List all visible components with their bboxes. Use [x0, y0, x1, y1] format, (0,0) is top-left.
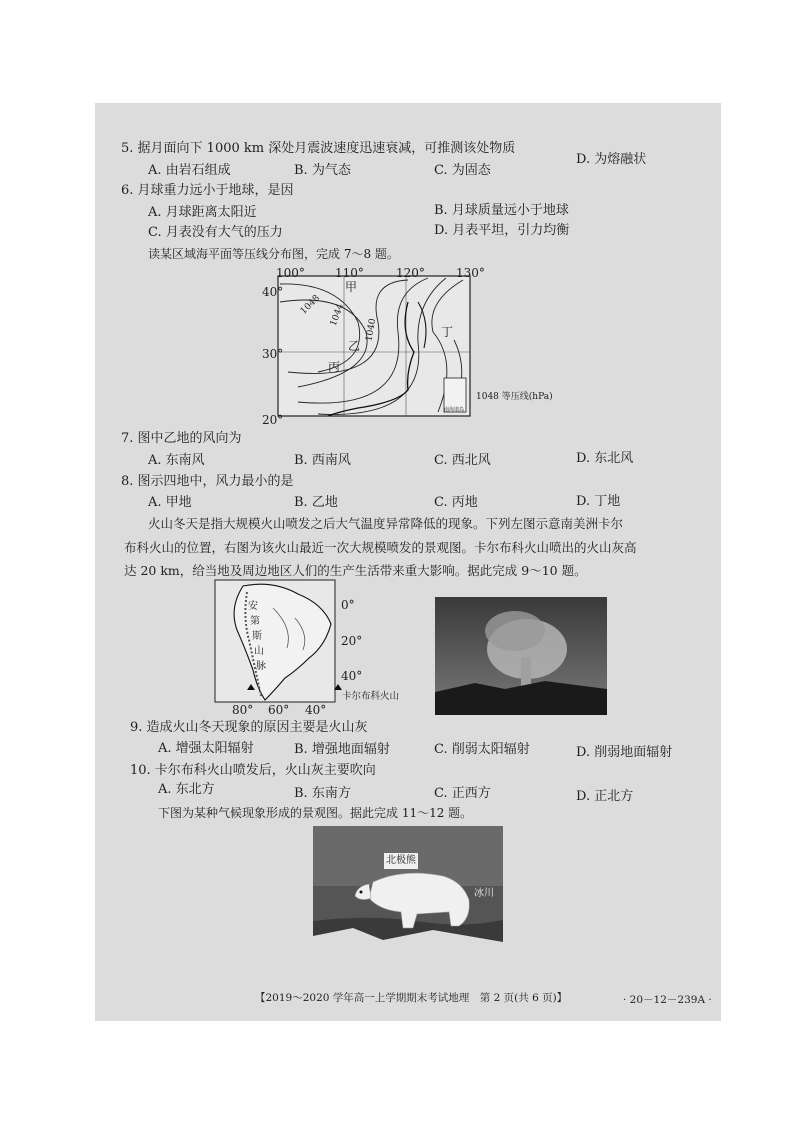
sa-lon-40: 40°	[305, 703, 327, 717]
lat-label-20: 20°	[262, 413, 284, 427]
q6-option-a: A. 月球距离太阳近	[148, 205, 257, 220]
q6-option-b: B. 月球质量远小于地球	[434, 203, 569, 218]
q9-stem: 9. 造成火山冬天现象的原因主要是火山灰	[130, 720, 368, 735]
sa-lat-0: 0°	[341, 598, 355, 612]
q9-option-d: D. 削弱地面辐射	[576, 745, 673, 760]
q9-option-b: B. 增强地面辐射	[294, 742, 390, 757]
lat-label-30: 30°	[262, 347, 284, 361]
lon-label-130: 130°	[456, 266, 485, 280]
lon-label-120: 120°	[396, 266, 425, 280]
isobar-label-1048: 1048	[298, 293, 323, 317]
sa-lat-40: 40°	[341, 669, 363, 683]
q7-option-a: A. 东南风	[148, 453, 205, 468]
range-char-5: 脉	[256, 661, 266, 672]
intro-9-10-line3: 达 20 km，给当地及周边地区人们的生产生活带来重大影响。据此完成 9～10 题。	[124, 563, 587, 578]
label-polar-bear: 北极熊	[384, 853, 418, 869]
q8-option-c: C. 丙地	[434, 495, 478, 510]
q10-option-c: C. 正西方	[434, 786, 491, 801]
q8-stem: 8. 图示四地中，风力最小的是	[121, 474, 294, 489]
lat-label-40: 40°	[262, 285, 284, 299]
q10-stem: 10. 卡尔布科火山喷发后，火山灰主要吹向	[130, 763, 376, 778]
footer-title: 【2019～2020 学年高一上学期期末考试地理 第 2 页(共 6 页)】	[255, 992, 568, 1004]
q5-option-a: A. 由岩石组成	[148, 163, 231, 178]
intro-11-12: 下图为某种气候现象形成的景观图。据此完成 11～12 题。	[158, 806, 473, 820]
q9-option-a: A. 增强太阳辐射	[158, 741, 254, 756]
range-char-1: 安	[248, 601, 258, 612]
range-char-3: 斯	[252, 631, 262, 642]
lon-label-110: 110°	[335, 266, 364, 280]
q6-option-d: D. 月表平坦，引力均衡	[434, 223, 570, 238]
q10-option-d: D. 正北方	[576, 789, 634, 804]
point-ding: 丁	[441, 325, 454, 339]
intro-9-10-line2: 布科火山的位置，右图为该火山最近一次大规模喷发的景观图。卡尔布科火山喷出的火山灰高	[124, 540, 637, 555]
q6-stem: 6. 月球重力远小于地球，是因	[121, 183, 294, 198]
q5-option-d: D. 为熔融状	[576, 152, 647, 167]
volcano-legend: 卡尔布科火山	[342, 691, 400, 702]
footer-code: · 20－12－239A ·	[623, 994, 712, 1006]
q10-option-b: B. 东南方	[294, 786, 351, 801]
point-yi: 乙	[348, 339, 361, 353]
q10-option-a: A. 东北方	[158, 782, 215, 797]
sa-lat-20: 20°	[341, 634, 363, 648]
sa-lon-60: 60°	[268, 703, 290, 717]
q5-option-b: B. 为气态	[294, 163, 351, 178]
q7-option-d: D. 东北风	[576, 451, 634, 466]
label-glacier: 冰川	[474, 888, 494, 899]
q8-option-d: D. 丁地	[576, 494, 621, 509]
lon-label-100: 100°	[276, 266, 305, 280]
q8-option-b: B. 乙地	[294, 495, 338, 510]
q6-option-c: C. 月表没有大气的压力	[148, 225, 283, 240]
q7-option-b: B. 西南风	[294, 453, 351, 468]
q5-stem: 5. 据月面向下 1000 km 深处月震波速度迅速衰减，可推测该处物质	[121, 141, 516, 156]
point-bing: 丙	[328, 360, 341, 374]
intro-7-8: 读某区域海平面等压线分布图，完成 7～8 题。	[148, 247, 399, 261]
q5-option-c: C. 为固态	[434, 163, 491, 178]
range-char-2: 第	[250, 616, 260, 627]
q7-stem: 7. 图中乙地的风向为	[121, 431, 242, 446]
q7-option-c: C. 西北风	[434, 453, 491, 468]
intro-9-10-line1: 火山冬天是指大规模火山喷发之后大气温度异常降低的现象。下列左图示意南美洲卡尔	[148, 516, 624, 531]
inset-label: 南海诸岛	[444, 407, 465, 413]
sa-lon-80: 80°	[232, 703, 254, 717]
q8-option-a: A. 甲地	[148, 495, 192, 510]
range-char-4: 山	[254, 646, 264, 657]
eruption-photo	[435, 597, 607, 715]
isobar-label-1040: 1040	[364, 317, 379, 343]
isobar-label-1044: 1044	[328, 302, 347, 328]
q9-option-c: C. 削弱太阳辐射	[434, 742, 530, 757]
isobar-legend: 1048 等压线(hPa)	[476, 392, 553, 402]
point-jia: 甲	[345, 280, 358, 294]
